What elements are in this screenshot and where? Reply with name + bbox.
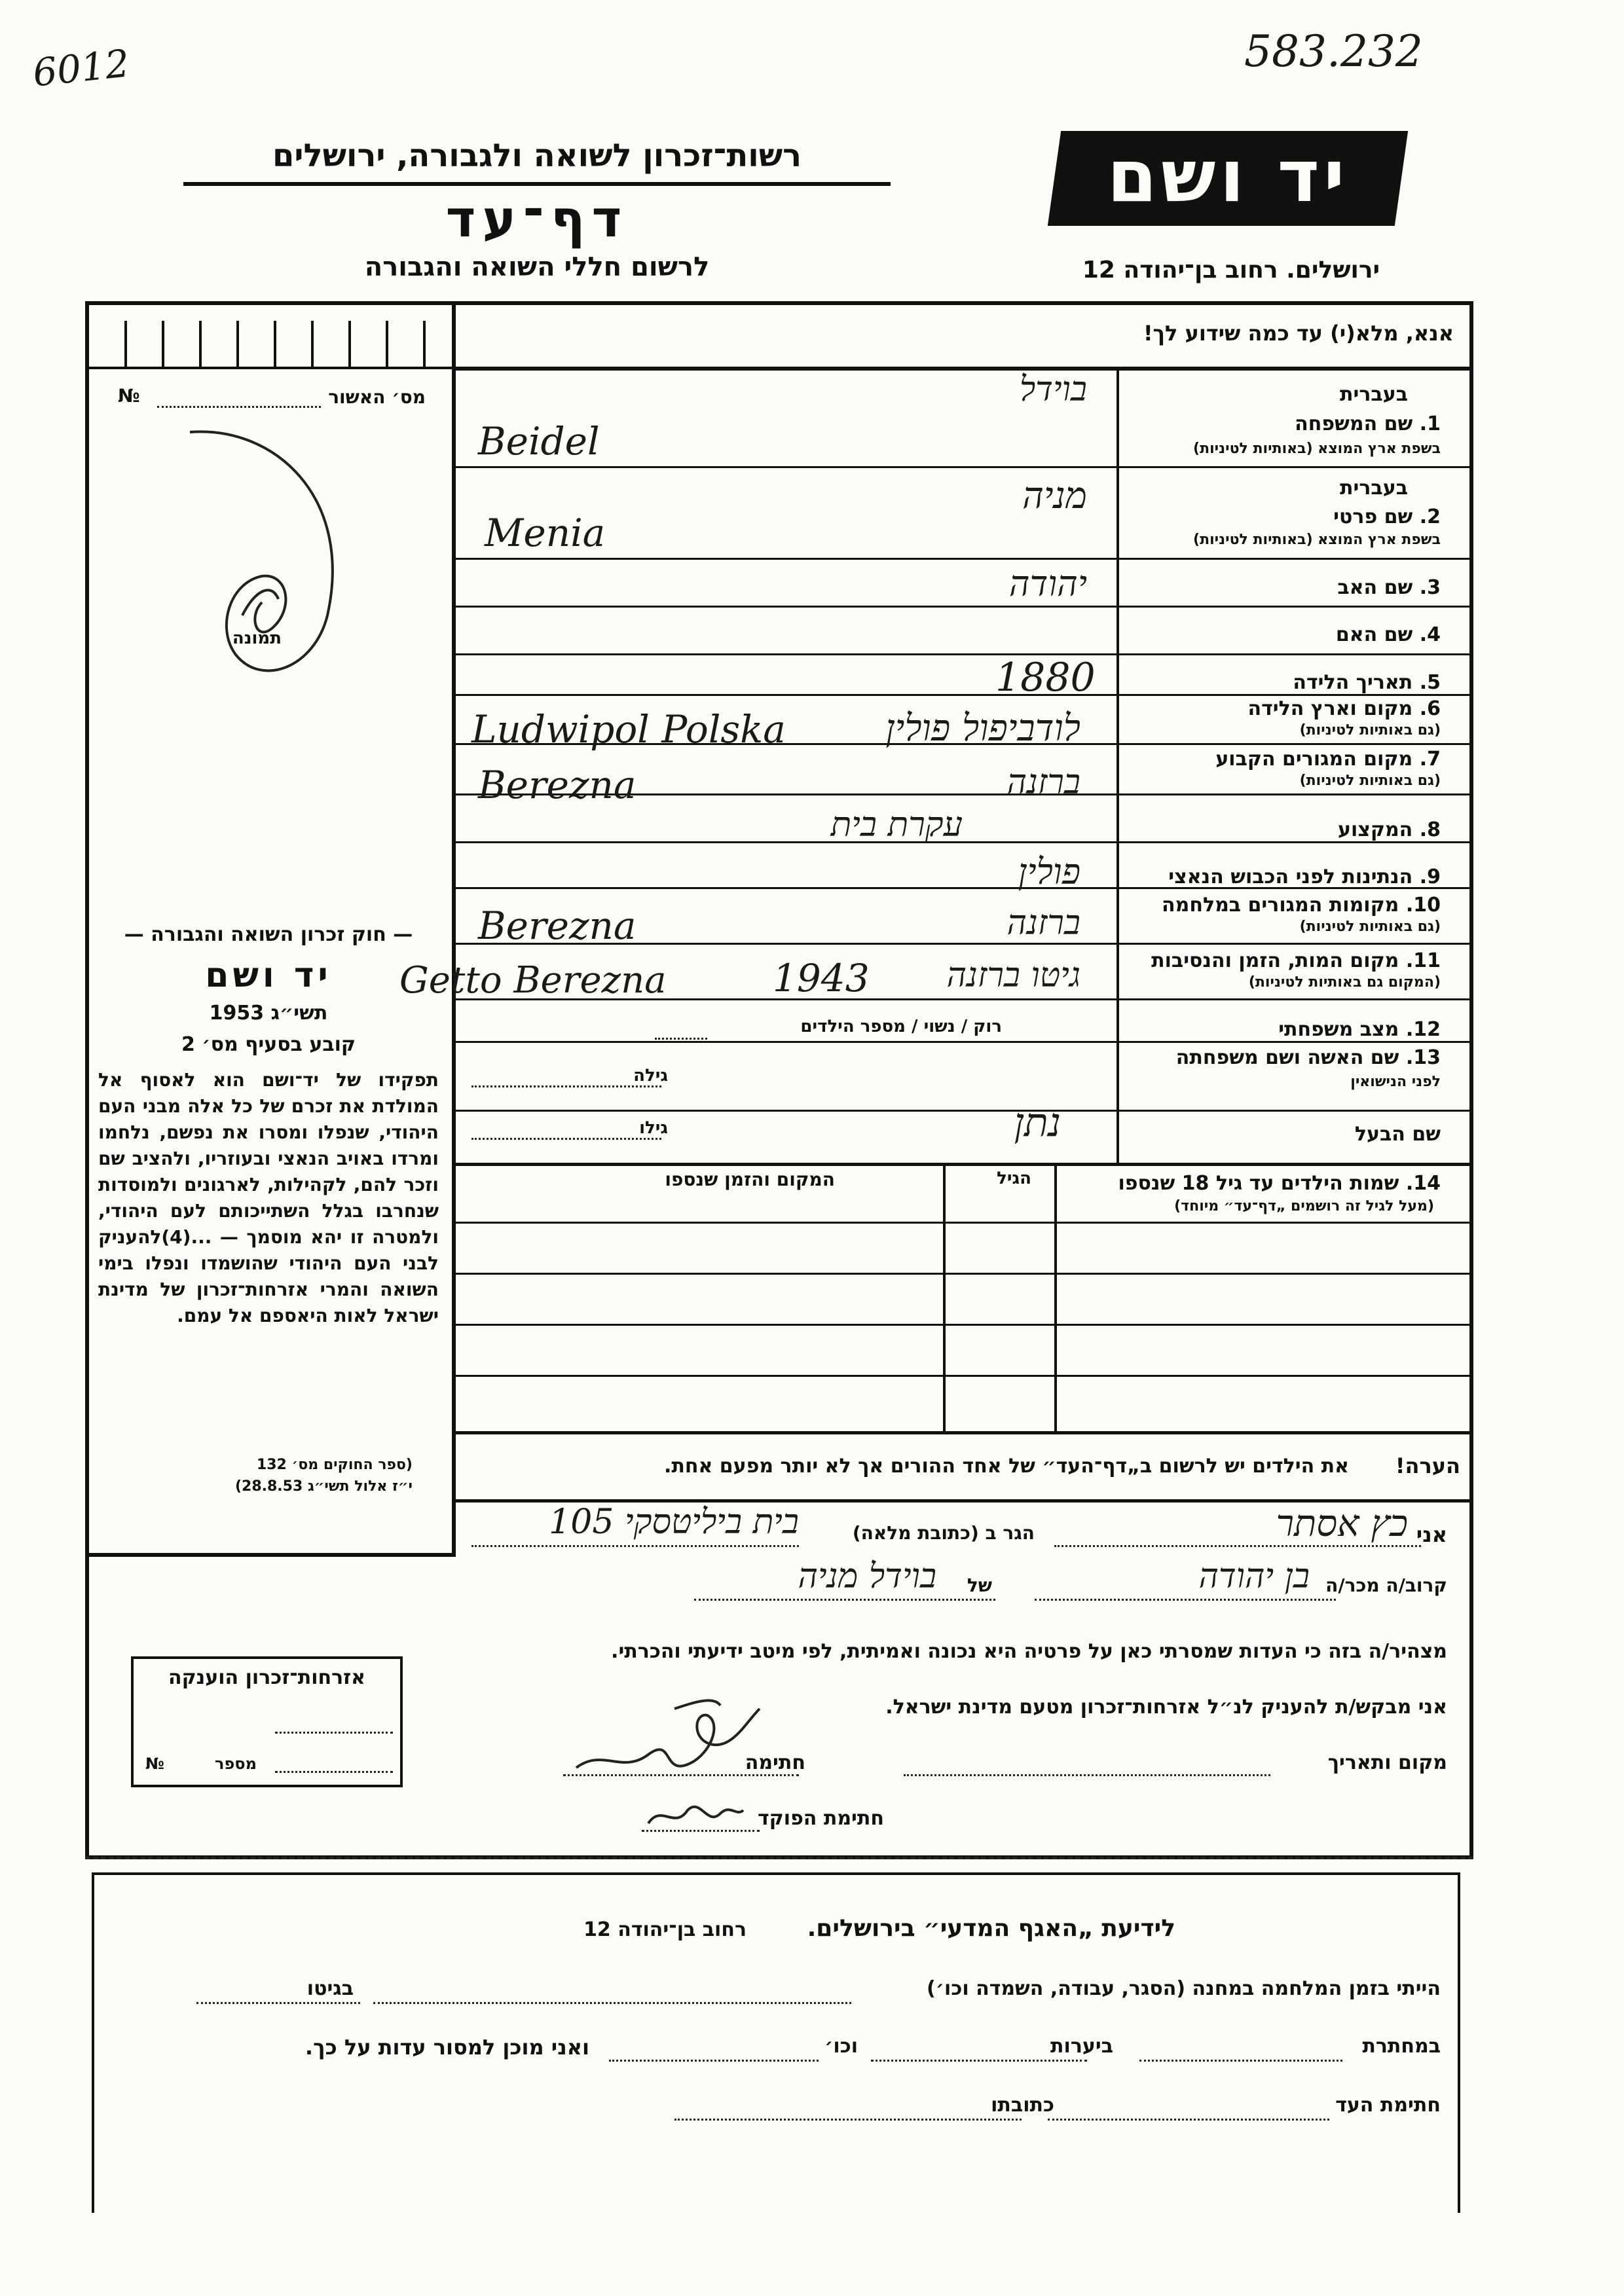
field-3-name: שם האב xyxy=(1337,576,1413,599)
decl-ani: אני xyxy=(1416,1522,1447,1547)
field-5-value: 1880 xyxy=(995,655,1096,701)
law-ref-1: (ספר החוקים מס׳ 132 xyxy=(256,1457,413,1473)
decl-of-value: בוידל מניה xyxy=(798,1557,936,1596)
husband-value: נתן xyxy=(1014,1100,1061,1146)
decl-resides-label: הגר ב (כתובת מלאה) xyxy=(852,1522,1035,1544)
sidebar-bottom-border xyxy=(85,1553,456,1557)
field-6-sub: (גם באותיות לטיניות) xyxy=(1299,722,1441,738)
label-row-line xyxy=(1119,841,1473,843)
tick-mark xyxy=(348,321,351,367)
label-row-line xyxy=(1119,943,1473,945)
approval-dots xyxy=(157,406,321,408)
field-8-label xyxy=(1338,818,1441,841)
field-2-value-heb: מניה xyxy=(1022,475,1087,517)
label-row-line xyxy=(1119,1110,1473,1112)
field-9-value: פולין xyxy=(1018,851,1080,892)
bottom-title: לידיעת „האגף המדעי״ בירושלים. xyxy=(807,1915,1175,1942)
decl-place-date-dots xyxy=(904,1774,1270,1776)
field-10-value-lat: Berezna xyxy=(478,903,637,948)
field-7-value-lat: Berezna xyxy=(478,763,637,807)
field-8-value: עקרת בית xyxy=(830,805,963,845)
law-clause: קובע בסעיף מס׳ 2 xyxy=(181,1033,356,1056)
field-3-value: יהודה xyxy=(1008,563,1087,604)
field-12-options: רוק / נשוי / מספר הילדים xyxy=(800,1017,1002,1036)
bottom-line3-a: חתימת העד xyxy=(1335,2094,1441,2117)
field-13-name: שם האשה ושם משפחתה xyxy=(1175,1046,1399,1069)
law-year: תשי״ג 1953 xyxy=(209,1002,328,1025)
tick-mark xyxy=(236,321,239,367)
field-6-name: מקום וארץ הלידה xyxy=(1247,697,1413,720)
field-10-name: מקומות המגורים במלחמה xyxy=(1162,894,1399,917)
field-1-label xyxy=(1295,412,1441,435)
field-2-heb-tag: בעברית xyxy=(1340,477,1408,500)
field-1-value-lat: Beidel xyxy=(478,419,600,464)
label-row-line xyxy=(1119,606,1473,608)
bottom-line2-a: במחתרת xyxy=(1362,2035,1441,2058)
photo-label: תמונה xyxy=(232,629,282,648)
official-signature xyxy=(642,1791,747,1836)
tick-mark xyxy=(311,321,314,367)
decl-place-date-label: מקום ותאריך xyxy=(1327,1751,1447,1774)
label-row-line xyxy=(1119,653,1473,655)
tick-mark xyxy=(274,321,276,367)
decl-relation-value: בן יהודה xyxy=(1198,1557,1310,1596)
field-10-sub: (גם באותיות לטיניות) xyxy=(1299,919,1441,935)
bottom-line1-dots-2 xyxy=(196,2002,360,2004)
decl-witness-name: כץ אסתר xyxy=(1276,1503,1408,1545)
label-row-line xyxy=(1119,466,1473,468)
field-10-value-heb: ברזנה xyxy=(1006,903,1080,943)
bottom-line3-b: כתובתו xyxy=(991,2094,1054,2117)
row-line xyxy=(456,1041,1117,1043)
instruction-row-line xyxy=(456,367,1473,371)
law-text: תפקידו של יד־ושם הוא לאסוף אל המולדת את זכרם של כל אלה מבני העם היהודי, שנפלו ומסרו את נפשם, נלחמו ומרדו באויב הנאצי ובעוזריו, ולהציב שם וזכר להם, לקהילות, לארגונים ולמוסדות שנחרבו בגלל השתייכותם לעם היהודי, ולמטרה זו יהא מוסמך — ...(4)להעניק לבני העם היהודי שהושמדו ונפלו בימי השואה והמרי אזרחות־זכרון של מדינת ישראל לאות היאספם אל עמם. xyxy=(98,1069,439,1326)
field-13-age-dots xyxy=(471,1085,661,1087)
decl-relation-dots xyxy=(1035,1599,1336,1601)
bottom-line1-a: הייתי בזמן המלחמה במחנה (הסגר, עבודה, השמדה וכו׳) xyxy=(927,1977,1441,2000)
field-12-name: מצב משפחתי xyxy=(1278,1018,1399,1041)
field-12-dots xyxy=(655,1038,707,1040)
field-11-sub: (המקום גם באותיות לטיניות) xyxy=(1248,974,1441,991)
label-row-line xyxy=(1119,558,1473,560)
field-11-num: 11. xyxy=(1405,949,1441,972)
field-7-label xyxy=(1215,748,1441,771)
field-1-name: שם המשפחה xyxy=(1295,412,1413,435)
label-column-divider xyxy=(1116,371,1119,1164)
header-address: ירושלים. רחוב בן־יהודה 12 xyxy=(1082,257,1380,283)
field-5-num: 5. xyxy=(1419,671,1441,694)
field-6-num: 6. xyxy=(1419,697,1441,720)
decl-of-label: של xyxy=(967,1575,992,1596)
field-14-label xyxy=(1118,1172,1441,1195)
law-name: יד ושם xyxy=(205,956,332,995)
honor-title: אזרחות־זכרון הוענקה xyxy=(168,1666,366,1689)
header-title: דף־עד xyxy=(445,190,629,249)
children-header-line xyxy=(456,1163,1473,1166)
field-9-name: הנתינות לפני הכבוש הנאצי xyxy=(1168,866,1413,888)
law-ref-2: י״ז אלול תשי״ג 28.8.53) xyxy=(234,1478,413,1495)
field-14-sub: (מעל לגיל זה רושמים „דף־עד״ מיוחד) xyxy=(1174,1198,1434,1214)
top-strip-line xyxy=(89,367,452,369)
field-2-name: שם פרטי xyxy=(1333,505,1413,528)
bottom-line3-dots-2 xyxy=(674,2119,1022,2121)
bottom-frame xyxy=(92,1872,1460,2213)
bottom-line2-b: ביערות xyxy=(1050,2035,1113,2058)
field-2-sub: בשפת ארץ המוצא (באותיות לטיניות) xyxy=(1193,532,1441,548)
field-4-name: שם האם xyxy=(1335,623,1413,646)
bottom-line1-b: בגיטו xyxy=(306,1977,354,2000)
field-8-name: המקצוע xyxy=(1337,818,1413,841)
tick-mark xyxy=(162,321,164,367)
bottom-line2-dots-3 xyxy=(609,2060,819,2062)
bottom-line2-d: ואני מוכן למסור עדות על כך. xyxy=(304,2035,589,2060)
field-14-name: שמות הילדים עד גיל 18 שנספו xyxy=(1118,1172,1399,1195)
decl-request: אני מבקש/ת להעניק לנ״ל אזרחות־זכרון מטעם מדינת ישראל. xyxy=(885,1696,1447,1719)
field-10-label xyxy=(1162,894,1441,917)
field-11-value-year: 1943 xyxy=(773,956,870,1000)
decl-of-dots xyxy=(694,1599,995,1601)
honor-no-mark: № xyxy=(145,1755,164,1773)
field-2-num: 2. xyxy=(1419,505,1441,528)
field-2-label xyxy=(1333,505,1441,528)
husband-age-label: גילו xyxy=(639,1118,668,1138)
witness-signature xyxy=(563,1696,773,1787)
honor-dots-2 xyxy=(275,1771,393,1773)
label-row-line xyxy=(1119,793,1473,795)
field-7-value-heb: ברזנה xyxy=(1006,763,1080,802)
corner-number-left: 6012 xyxy=(30,41,132,96)
field-4-num: 4. xyxy=(1419,623,1441,646)
decl-address-dots xyxy=(471,1545,799,1547)
note-text: את הילדים יש לרשום ב„דף־העד״ של אחד ההורים אך לא יותר מפעם אחת. xyxy=(663,1455,1349,1478)
bottom-line3-dots-1 xyxy=(1048,2119,1329,2121)
law-title: — חוק זכרון השואה והגבורה — xyxy=(124,923,413,946)
approval-label: מס׳ האשור xyxy=(328,386,426,408)
children-row-line xyxy=(456,1324,1473,1326)
husband-label: שם הבעל xyxy=(1354,1123,1441,1146)
bottom-address: רחוב בן־יהודה 12 xyxy=(583,1918,747,1941)
sidebar-divider xyxy=(452,301,456,1555)
husband-age-dots xyxy=(471,1138,661,1140)
note-top-line xyxy=(456,1431,1473,1434)
header-underline xyxy=(183,182,891,186)
row-line xyxy=(456,841,1117,843)
form-instruction: אנא, מלא(י) עד כמה שידוע לך! xyxy=(1143,321,1454,346)
children-age-header: הגיל xyxy=(997,1169,1031,1188)
tick-mark xyxy=(423,321,426,367)
field-5-name: תאריך הלידה xyxy=(1293,671,1413,694)
field-11-label xyxy=(1151,949,1441,972)
photo-scribble xyxy=(157,419,380,694)
header-authority: רשות־זכרון לשואה ולגבורה, ירושלים xyxy=(272,137,802,174)
tick-mark xyxy=(386,321,388,367)
children-row-line xyxy=(456,1273,1473,1275)
children-col-2 xyxy=(1054,1163,1057,1431)
field-10-num: 10. xyxy=(1405,894,1441,917)
note-label: הערה! xyxy=(1395,1453,1460,1478)
field-13-num: 13. xyxy=(1405,1046,1441,1069)
field-13-sub: לפני הנישואין xyxy=(1350,1074,1441,1090)
decl-official-label: חתימת הפוקד xyxy=(758,1807,884,1830)
label-row-line xyxy=(1119,694,1473,696)
decl-relation-label: קרוב/ה מכר/ה xyxy=(1325,1575,1447,1596)
row-line xyxy=(456,606,1117,608)
field-11-value-heb: גיטו ברזנה xyxy=(946,956,1080,995)
decl-name-dots xyxy=(1054,1545,1421,1547)
children-place-header: המקום והזמן שנספו xyxy=(665,1169,835,1190)
tick-mark xyxy=(199,321,202,367)
field-12-label xyxy=(1278,1018,1441,1041)
label-row-line xyxy=(1119,998,1473,1000)
field-1-sub: בשפת ארץ המוצא (באותיות לטיניות) xyxy=(1193,441,1441,457)
field-3-num: 3. xyxy=(1419,576,1441,599)
bottom-line2-c: וכו׳ xyxy=(824,2035,858,2058)
field-11-value-lat: Getto Berezna xyxy=(399,959,667,1002)
label-row-line xyxy=(1119,743,1473,745)
field-6-value-lat: Ludwipol Polska xyxy=(471,707,786,752)
corner-number-right: 583.232 xyxy=(1244,26,1423,77)
bottom-line2-dots-1 xyxy=(1139,2060,1342,2062)
field-13-label xyxy=(1176,1046,1441,1069)
field-9-num: 9. xyxy=(1419,866,1441,888)
field-7-num: 7. xyxy=(1419,748,1441,771)
field-6-value-heb: לודביפול פולין xyxy=(885,707,1080,750)
field-1-num: 1. xyxy=(1419,412,1441,435)
children-row-line xyxy=(456,1222,1473,1224)
field-1-value-heb: בוידל xyxy=(1019,370,1087,409)
field-5-label xyxy=(1293,671,1441,694)
approval-no-mark: № xyxy=(118,385,140,407)
decl-address: בית ביליטסקי 105 xyxy=(549,1503,799,1542)
field-11-name: מקום המות, הזמן והנסיבות xyxy=(1151,949,1399,972)
field-8-num: 8. xyxy=(1419,818,1441,841)
field-1-heb-tag: בעברית xyxy=(1340,383,1408,406)
field-2-value-lat: Menia xyxy=(485,511,606,555)
field-13-age-label: גילה xyxy=(633,1066,668,1085)
field-14-num: 14. xyxy=(1405,1172,1441,1195)
children-row-line xyxy=(456,1375,1473,1377)
field-4-label xyxy=(1336,623,1441,646)
field-9-label xyxy=(1168,866,1441,888)
row-line xyxy=(456,466,1117,468)
bottom-line2-dots-2 xyxy=(871,2060,1087,2062)
decl-statement: מצהיר/ה בזה כי העדות שמסרתי כאן על פרטיה היא נכונה ואמיתית, לפי מיטב ידיעתי והכרתי. xyxy=(611,1640,1447,1663)
decl-signature-label: חתימה xyxy=(745,1751,805,1774)
label-row-line xyxy=(1119,1041,1473,1043)
row-line xyxy=(456,558,1117,560)
tick-mark xyxy=(124,321,127,367)
field-6-label xyxy=(1248,697,1441,720)
bottom-divider xyxy=(85,1857,1473,1859)
field-7-name: מקום המגורים הקבוע xyxy=(1215,748,1413,771)
bottom-line1-dots xyxy=(373,2002,851,2004)
header-subtitle: לרשום חללי השואה והגבורה xyxy=(364,252,710,282)
field-7-sub: (גם באותיות לטיניות) xyxy=(1299,773,1441,789)
honor-dots-1 xyxy=(275,1732,393,1734)
children-col-1 xyxy=(943,1163,946,1431)
logo-text: יד ושם xyxy=(1107,134,1349,218)
field-3-label xyxy=(1337,576,1441,599)
field-12-num: 12. xyxy=(1405,1018,1441,1041)
honor-number-label: מספר xyxy=(215,1755,257,1773)
